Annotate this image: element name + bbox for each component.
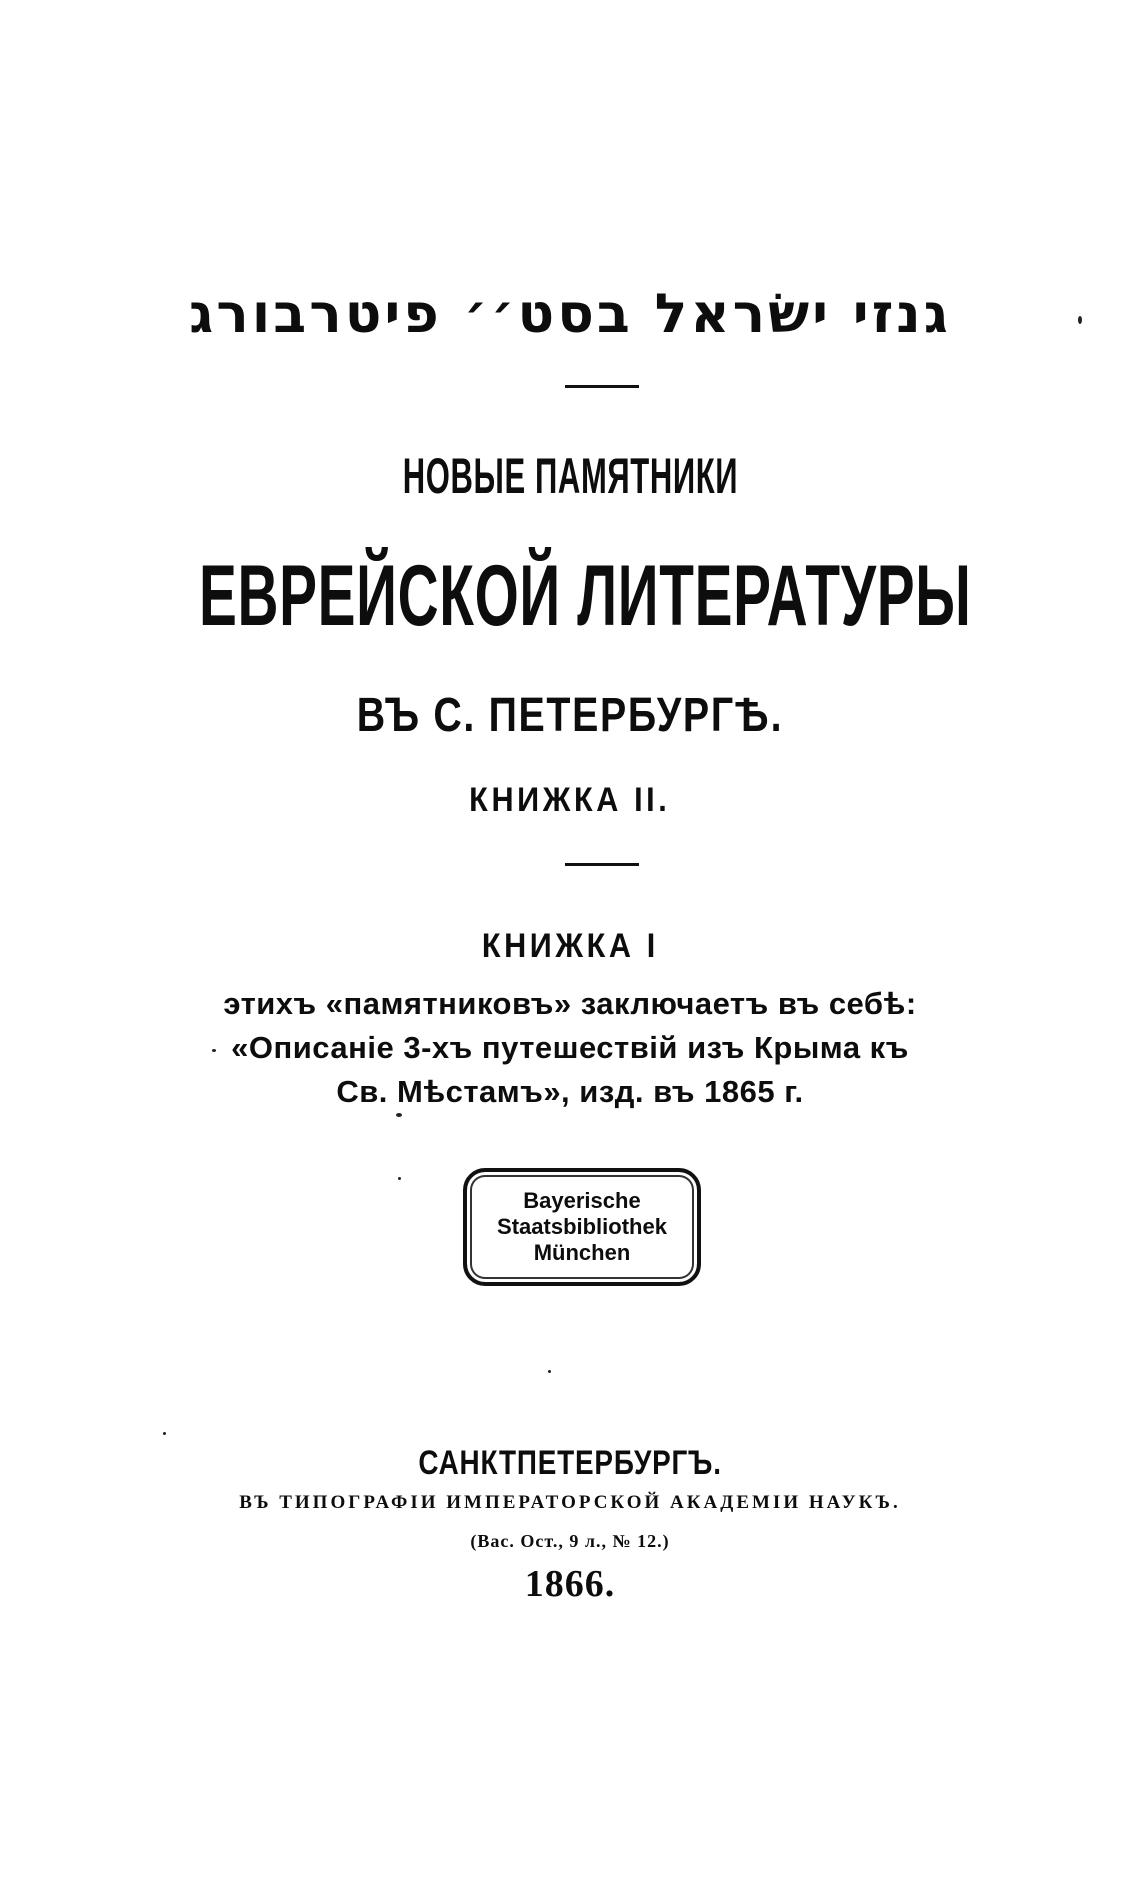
title-line-3-text: ВЪ С. ПЕТЕРБУРГѢ.	[356, 689, 784, 742]
note-line-3: Св. Мѣстамъ», изд. въ 1865 г.	[336, 1074, 804, 1109]
volume-label-text: КНИЖКА II.	[469, 781, 671, 819]
scan-speck	[1078, 316, 1082, 324]
note-line-2: «Описаніе 3-хъ путешествій изъ Крыма къ	[231, 1030, 909, 1065]
title-line-2	[0, 547, 1140, 646]
title-line-1-text: НОВЫЕ ПАМЯТНИКИ	[402, 448, 738, 504]
note-heading-text: КНИЖКА I	[481, 927, 659, 965]
volume-label	[0, 781, 1140, 820]
scan-speck	[396, 1113, 402, 1117]
divider-rule-top	[565, 385, 639, 388]
imprint-city-text: САНКТПЕТЕРБУРГЪ.	[418, 1444, 722, 1482]
title-line-1	[0, 447, 1140, 505]
library-stamp	[463, 1168, 701, 1286]
title-line-3	[0, 688, 1140, 743]
stamp-line-2: Staatsbibliothek	[497, 1214, 667, 1239]
scan-speck	[163, 1432, 166, 1435]
stamp-line-3: München	[533, 1240, 631, 1265]
hebrew-title: גנזי ישׂראל בסט׳׳ פיטרבורג	[189, 282, 951, 345]
scan-speck	[212, 1049, 216, 1052]
note-heading	[0, 927, 1140, 966]
imprint-printer: ВЪ ТИПОГРАФІИ ИМПЕРАТОРСКОЙ АКАДЕМІИ НАУКЪ.	[239, 1492, 901, 1513]
scan-speck	[548, 1370, 551, 1373]
imprint-address: (Вас. Ост., 9 л., № 12.)	[470, 1531, 670, 1551]
title-line-2-text: ЕВРЕЙСКОЙ ЛИТЕРАТУРЫ	[198, 548, 972, 644]
divider-rule-middle	[565, 863, 639, 866]
imprint-year: 1866.	[524, 1563, 616, 1605]
note-line-1: этихъ «памятниковъ» заключаетъ въ себѣ:	[223, 986, 917, 1021]
scan-speck	[398, 1177, 401, 1180]
stamp-line-1: Bayerische	[523, 1188, 641, 1213]
imprint-city	[0, 1444, 1140, 1483]
